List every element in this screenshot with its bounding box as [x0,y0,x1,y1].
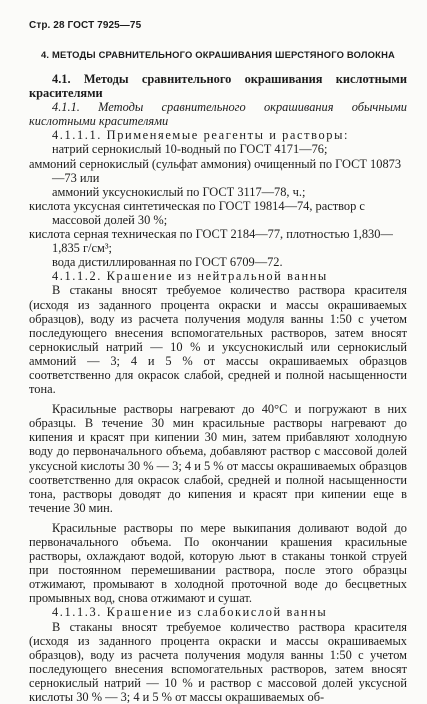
heading-4-1-1: 4.1.1. Методы сравнительного окрашивания обычными кислотными красителями [29,100,407,129]
paragraph-weak-1: В стаканы вносят требуемое количество раствора красителя (исходя из заданного процента окраски и массы окрашиваемых образцов), воду из расчета получения модуля ванны 1:50 с учетом последующего внесения вспомогательных растворов, затем вносят сернокислый натрий — 10 % и раствор с массовой долей уксусной кислоты 30 % — 3; 4 и 5 % от массы окрашиваемых об- [29,619,407,704]
heading-4-1: 4.1. Методы сравнительного окрашивания кислотными красителями [29,72,407,101]
heading-4-1-1-3: 4.1.1.3. Крашение из слабокислой ванны [52,605,328,620]
paragraph-neutral-3: Красильные растворы по мере выкипания доливают водой до первоначального объема. По окончании крашения красильные растворы, охлаждают водой, которую льют в стаканы тонкой струей при постоянном перемешивании раствора, после этого образцы отжимают, промывают в холодной проточной воде до бесцветных промывных вод, снова отжимают и сушат. [29,520,407,606]
reagent-item: натрий сернокислый 10-водный по ГОСТ 4171—76; [52,142,328,157]
heading-4-1-1-2: 4.1.1.2. Крашение из нейтральной ванны [52,269,328,284]
reagent-item: кислота уксусная синтетическая по ГОСТ 19814—74, раствор с массовой долей 30 %; [29,198,365,227]
reagent-item: аммоний уксуснокислый по ГОСТ 3117—78, ч.; [52,184,306,199]
document-body [29,72,407,704]
section-title: 4. МЕТОДЫ СРАВНИТЕЛЬНОГО ОКРАШИВАНИЯ ШЕРСТЯНОГО ВОЛОКНА [40,49,396,60]
paragraph-neutral-2: Красильные растворы нагревают до 40°С и погружают в них образцы. В течение 30 мин красильные растворы нагревают до кипения и красят при кипении 30 мин, затем прибавляют холодную воду до первоначального объема, добавляют раствор с массовой долей уксусной кислоты 30 % — 3; 4 и 5 % от массы окрашиваемых образцов соответственно для окрасок слабой, средней и полной насыщенности тона, растворы доводят до кипения и красят при кипении еще в течение 30 мин. [29,402,407,515]
reagent-item: кислота серная техническая по ГОСТ 2184—77, плотностью 1,830—1,835 г/см³; [29,227,393,256]
reagent-item: аммоний сернокислый (сульфат аммония) очищенный по ГОСТ 10873—73 или [29,156,402,185]
paragraph-neutral-1: В стаканы вносят требуемое количество раствора красителя (исходя из заданного процента окраски и массы окрашиваемых образцов), воду из расчета получения модуля ванны 1:50 с учетом последующего внесения вспомогательных растворов, затем вносят сернокислый натрий — 10 % и уксуснокислый или сернокислый аммоний — 3; 4 и 5 % от массы окрашиваемых образцов соответственно для окрасок слабой, средней и полной насыщенности тона. [29,283,407,397]
running-head: Стр. 28 ГОСТ 7925—75 [29,20,142,31]
heading-4-1-1-1: 4.1.1.1. Применяемые реагенты и растворы: [52,128,350,143]
reagent-item: вода дистиллированная по ГОСТ 6709—72. [52,255,283,270]
